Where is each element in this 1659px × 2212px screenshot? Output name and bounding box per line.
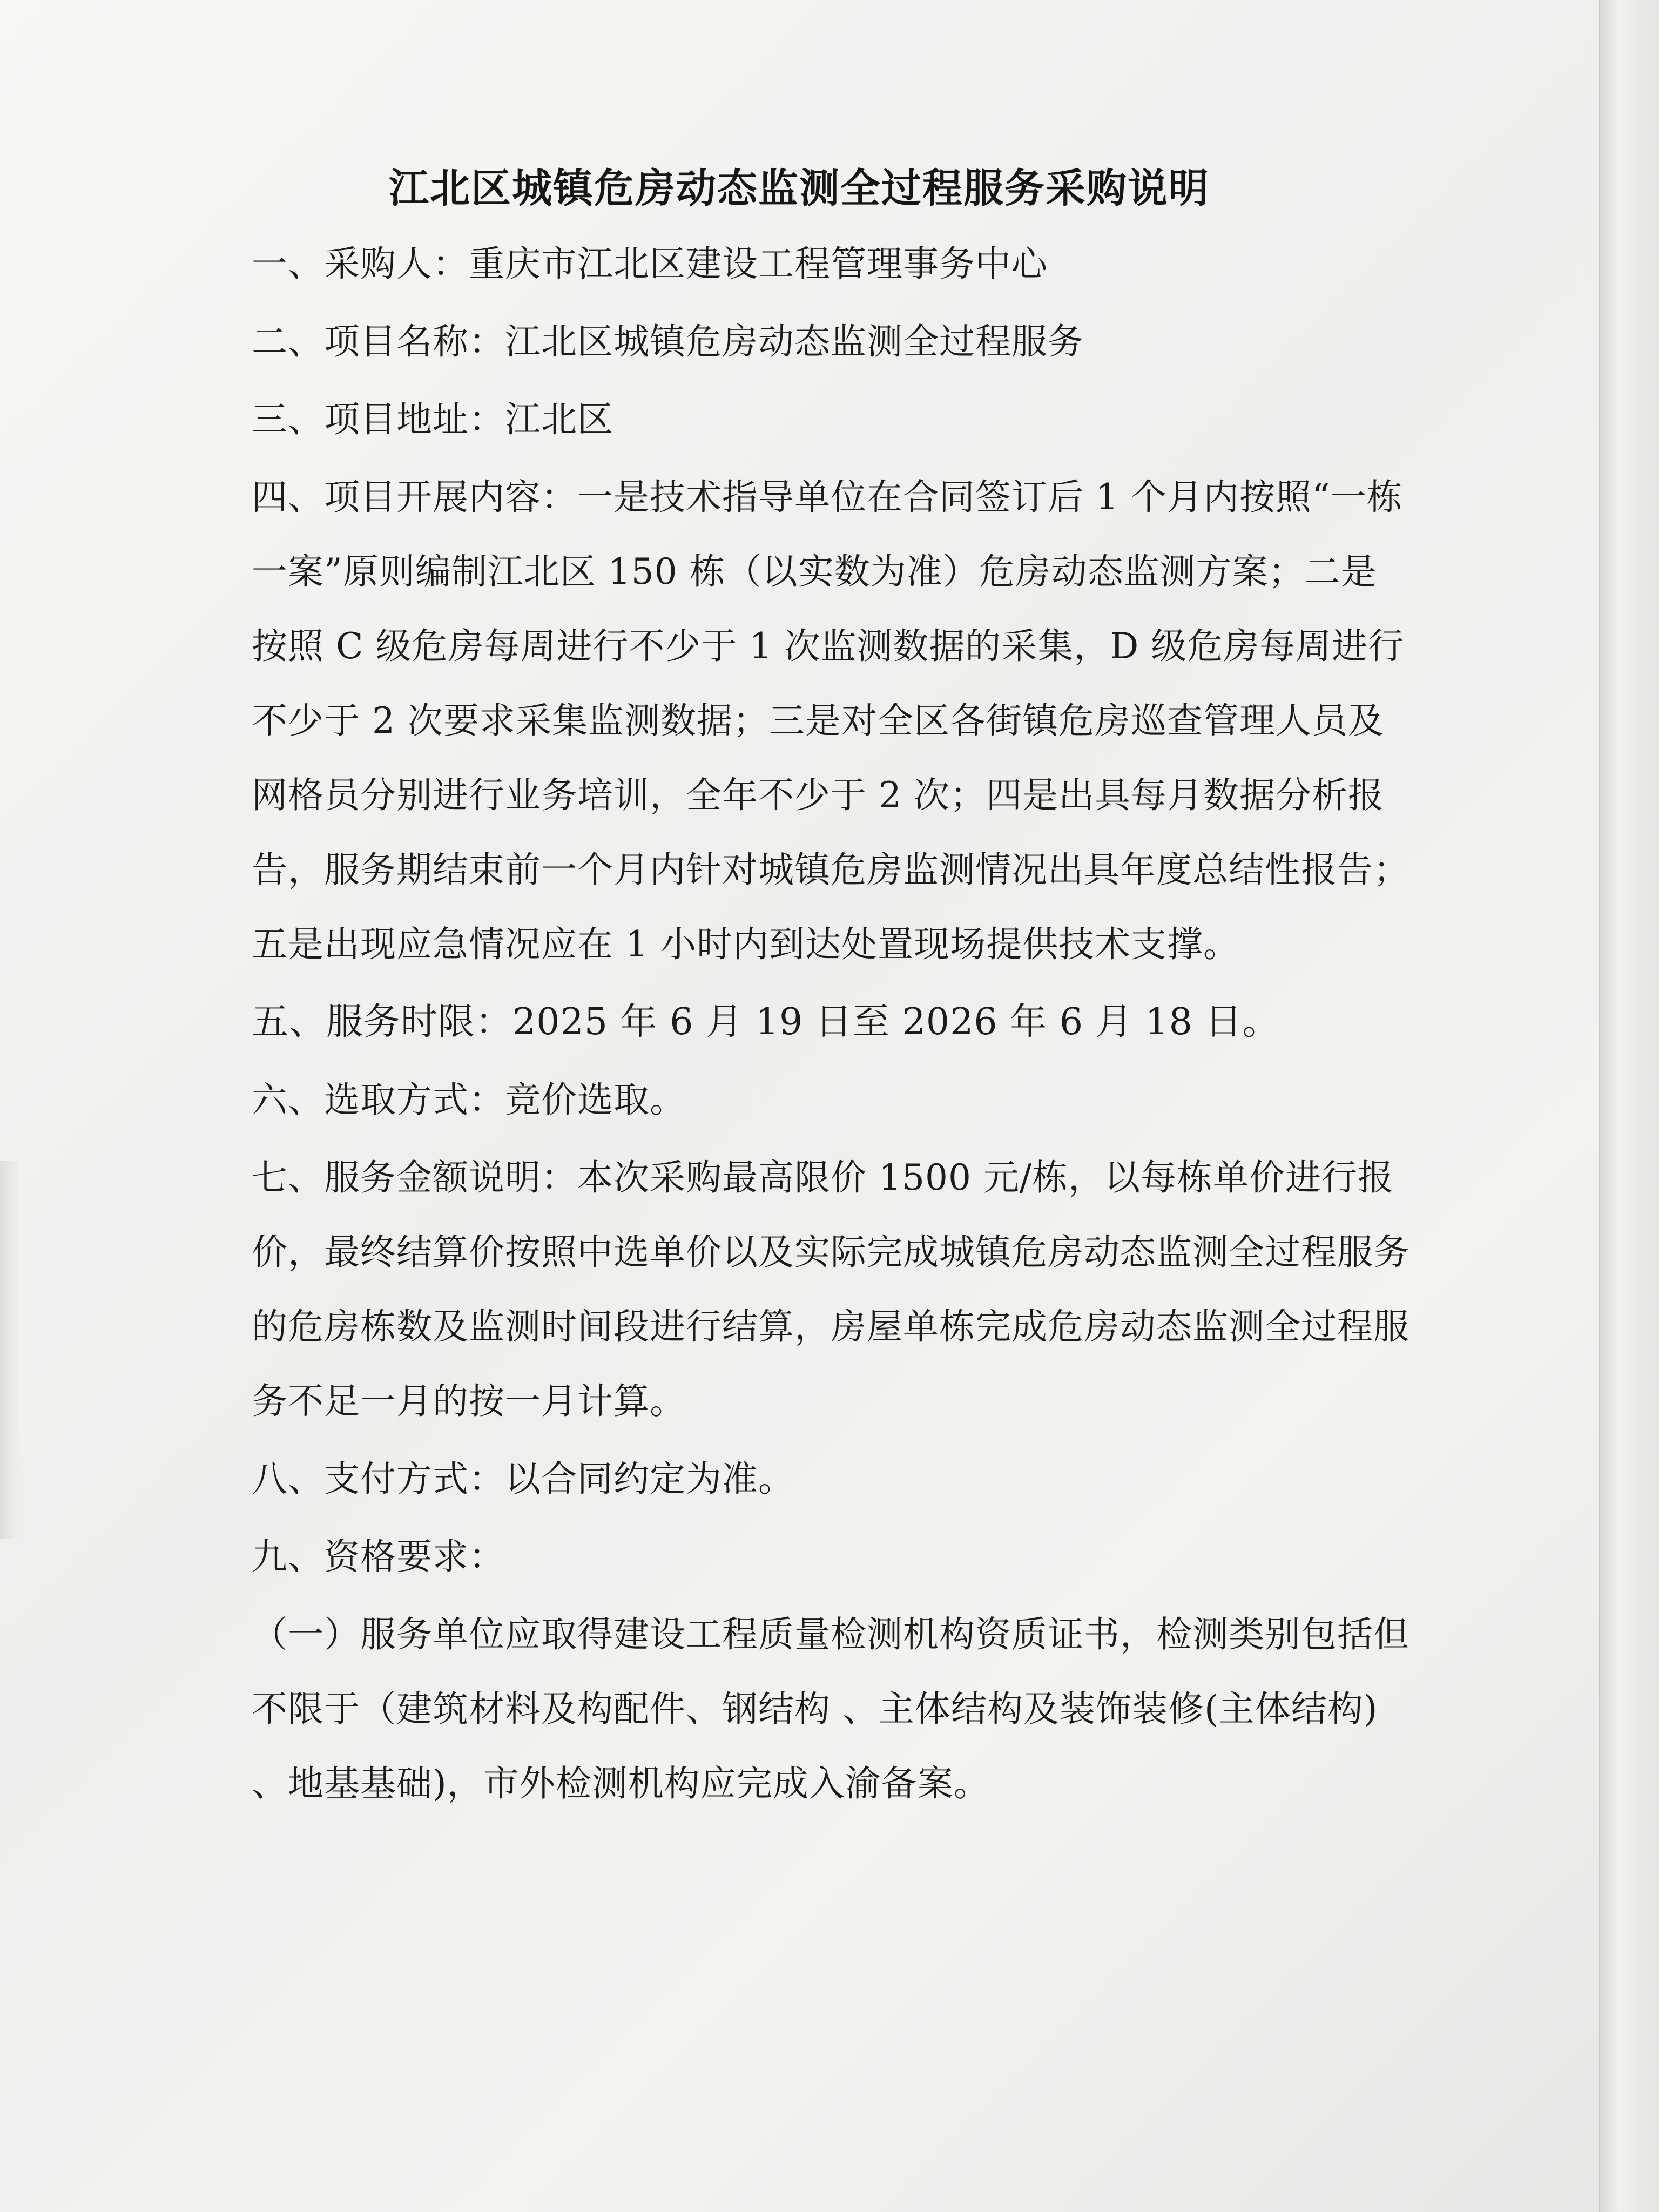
adjacent-page-edge-left: [0, 1161, 18, 1539]
adjacent-page-edge: [1599, 0, 1659, 2212]
paragraph-project-address: 三、项目地址：江北区: [252, 399, 613, 440]
document-body: [252, 227, 1413, 1824]
paragraph-qualification-heading: 九、资格要求：: [252, 1536, 505, 1577]
paragraph-purchaser: 一、采购人：重庆市江北区建设工程管理事务中心: [252, 243, 1048, 285]
paragraph-project-name: 二、项目名称：江北区城镇危房动态监测全过程服务: [252, 321, 1084, 362]
paragraph-qualification-1: （一）服务单位应取得建设工程质量检测机构资质证书，检测类别包括但不限于（建筑材料及构配件、钢结构 、主体结构及装饰装修(主体结构) 、地基基础)，市外检测机构应完成入渝备案。: [252, 1614, 1410, 1804]
paragraph-payment-method: 八、支付方式：以合同约定为准。: [252, 1458, 794, 1500]
paragraph-selection-method: 六、选取方式：竞价选取。: [252, 1079, 686, 1121]
paragraph-service-amount: 七、服务金额说明：本次采购最高限价 1500 元/栋，以每栋单价进行报价，最终结算价按照中选单价以及实际完成城镇危房动态监测全过程服务的危房栋数及监测时间段进行结算，房屋单栋完成危房动态监测全过程服务不足一月的按一月计算。: [252, 1157, 1410, 1422]
paragraph-project-content: 四、项目开展内容：一是技术指导单位在合同签订后 1 个月内按照“一栋一案”原则编制江北区 150 栋（以实数为准）危房动态监测方案；二是按照 C 级危房每周进行不少于 1 次监测数据的采集，D 级危房每周进行不少于 2 次要求采集监测数据；三是对全区各街镇危房巡查管理人员及网格员分别进行业务培训，全年不少于 2 次；四是出具每月数据分析报告，服务期结束前一个月内针对城镇危房监测情况出具年度总结性报告；五是出现应急情况应在 1 小时内到达处置现场提供技术支撑。: [252, 476, 1410, 965]
document-title: 江北区城镇危房动态监测全过程服务采购说明: [389, 165, 1210, 212]
paragraph-service-period: 五、服务时限：2025 年 6 月 19 日至 2026 年 6 月 18 日。: [252, 1001, 1280, 1043]
